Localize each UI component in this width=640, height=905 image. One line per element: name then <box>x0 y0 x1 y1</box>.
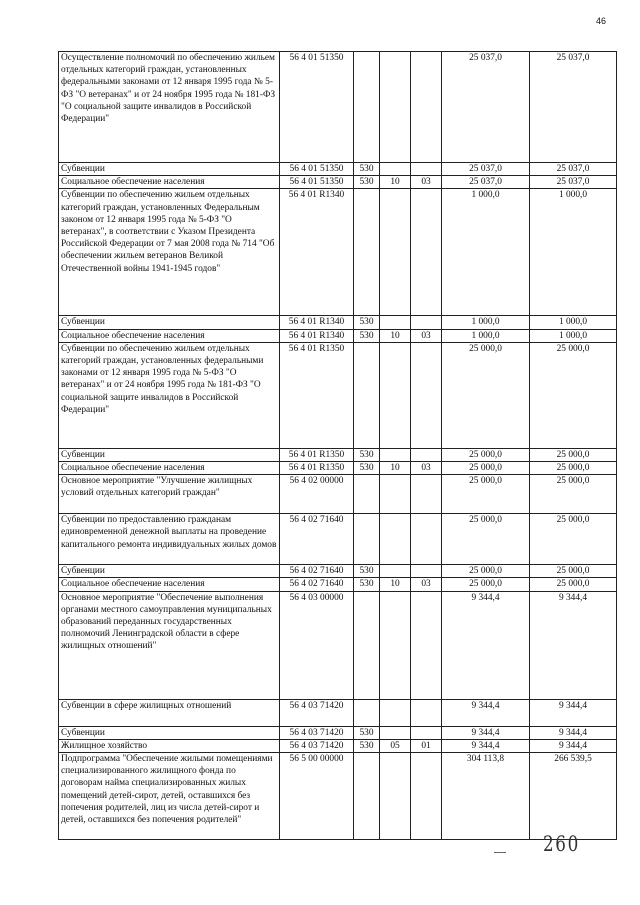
table-row <box>59 462 617 475</box>
row-name: Субвенции <box>59 316 280 329</box>
row-sum-year-1: 304 113,8 <box>442 753 530 840</box>
row-section <box>380 565 411 578</box>
row-expense-type <box>354 189 380 316</box>
row-sum-year-2: 1 000,0 <box>530 316 617 329</box>
row-sum-year-2: 9 344,4 <box>530 726 617 739</box>
row-subsection <box>411 342 442 448</box>
row-sum-year-1: 25 000,0 <box>442 462 530 475</box>
row-section: 10 <box>380 329 411 342</box>
row-name: Подпрограмма "Обеспечение жилыми помещениями специализированного жилищного фонда по договорам найма специализированных жилых помещений детей-сирот, детей, оставшихся без попечения родителей, лиц из числа детей-сирот и детей, оставшихся без попечения родителей" <box>59 753 280 840</box>
row-expense-type <box>354 699 380 726</box>
row-expense-type: 530 <box>354 176 380 189</box>
row-code: 56 4 03 71420 <box>280 739 354 752</box>
row-expense-type <box>354 342 380 448</box>
row-name: Субвенции в сфере жилищных отношений <box>59 699 280 726</box>
row-section <box>380 189 411 316</box>
table-body <box>59 52 617 840</box>
row-code: 56 4 01 R1350 <box>280 448 354 461</box>
table-row <box>59 565 617 578</box>
page-number: 46 <box>596 16 607 26</box>
row-sum-year-1: 25 037,0 <box>442 176 530 189</box>
row-name: Субвенции <box>59 565 280 578</box>
row-expense-type <box>354 591 380 699</box>
row-name: Основное мероприятие "Улучшение жилищных условий отдельных категорий граждан" <box>59 475 280 514</box>
row-section <box>380 316 411 329</box>
row-sum-year-2: 25 000,0 <box>530 514 617 565</box>
row-section: 10 <box>380 462 411 475</box>
row-sum-year-2: 25 000,0 <box>530 565 617 578</box>
row-code: 56 4 03 71420 <box>280 699 354 726</box>
row-code: 56 4 03 00000 <box>280 591 354 699</box>
row-name: Жилищное хозяйство <box>59 739 280 752</box>
row-sum-year-1: 1 000,0 <box>442 189 530 316</box>
row-subsection: 03 <box>411 176 442 189</box>
row-name: Субвенции <box>59 448 280 461</box>
row-sum-year-2: 25 000,0 <box>530 342 617 448</box>
table-row <box>59 189 617 316</box>
table-row <box>59 475 617 514</box>
table-row <box>59 342 617 448</box>
row-sum-year-1: 1 000,0 <box>442 329 530 342</box>
row-sum-year-2: 25 000,0 <box>530 462 617 475</box>
row-subsection <box>411 475 442 514</box>
table-row <box>59 591 617 699</box>
row-section <box>380 52 411 163</box>
row-name: Субвенции <box>59 726 280 739</box>
row-sum-year-2: 9 344,4 <box>530 699 617 726</box>
row-code: 56 4 01 R1340 <box>280 189 354 316</box>
row-name: Социальное обеспечение населения <box>59 462 280 475</box>
row-expense-type <box>354 475 380 514</box>
row-subsection <box>411 163 442 176</box>
row-sum-year-1: 9 344,4 <box>442 739 530 752</box>
row-sum-year-1: 25 000,0 <box>442 565 530 578</box>
row-sum-year-1: 25 000,0 <box>442 514 530 565</box>
row-subsection <box>411 565 442 578</box>
row-name: Субвенции по обеспечению жильем отдельных категорий граждан, установленных Федеральным законом от 12 января 1995 года № 5-ФЗ "О ветеранах", в соответствии с Указом Президента Российской Федерации от 7 мая 2008 года № 714 "Об обеспечении жильем ветеранов Великой Отечественной войны 1941-1945 годов" <box>59 189 280 316</box>
row-sum-year-2: 25 037,0 <box>530 163 617 176</box>
row-section: 10 <box>380 578 411 591</box>
row-expense-type: 530 <box>354 565 380 578</box>
row-section <box>380 475 411 514</box>
table-row <box>59 753 617 840</box>
row-name: Социальное обеспечение населения <box>59 329 280 342</box>
table-row <box>59 726 617 739</box>
row-section <box>380 591 411 699</box>
row-sum-year-1: 9 344,4 <box>442 699 530 726</box>
row-code: 56 4 01 R1350 <box>280 462 354 475</box>
row-expense-type <box>354 52 380 163</box>
row-subsection: 03 <box>411 578 442 591</box>
row-expense-type: 530 <box>354 739 380 752</box>
row-sum-year-1: 25 000,0 <box>442 342 530 448</box>
row-expense-type <box>354 753 380 840</box>
row-sum-year-1: 25 000,0 <box>442 448 530 461</box>
row-sum-year-2: 25 037,0 <box>530 52 617 163</box>
row-expense-type: 530 <box>354 316 380 329</box>
row-sum-year-1: 25 037,0 <box>442 52 530 163</box>
row-name: Основное мероприятие "Обеспечение выполнения органами местного самоуправления муниципальных образований переданных государственных полномочий Ленинградской области в сфере жилищных отношений" <box>59 591 280 699</box>
row-expense-type: 530 <box>354 578 380 591</box>
row-code: 56 4 01 R1350 <box>280 342 354 448</box>
row-code: 56 4 01 51350 <box>280 176 354 189</box>
row-code: 56 4 02 71640 <box>280 578 354 591</box>
row-subsection <box>411 514 442 565</box>
row-code: 56 4 01 51350 <box>280 163 354 176</box>
table-row <box>59 316 617 329</box>
row-subsection <box>411 753 442 840</box>
row-name: Социальное обеспечение населения <box>59 578 280 591</box>
table-row <box>59 699 617 726</box>
row-sum-year-1: 9 344,4 <box>442 726 530 739</box>
row-sum-year-1: 25 037,0 <box>442 163 530 176</box>
row-section <box>380 448 411 461</box>
row-code: 56 4 02 71640 <box>280 514 354 565</box>
row-section <box>380 163 411 176</box>
row-sum-year-2: 9 344,4 <box>530 739 617 752</box>
row-name: Социальное обеспечение населения <box>59 176 280 189</box>
row-section: 05 <box>380 739 411 752</box>
row-sum-year-2: 9 344,4 <box>530 591 617 699</box>
row-name: Осуществление полномочий по обеспечению жильем отдельных категорий граждан, установленных федеральными законами от 12 января 1995 года № 5-ФЗ "О ветеранах" и от 24 ноября 1995 года № 181-ФЗ "О социальной защите инвалидов в Российской Федерации" <box>59 52 280 163</box>
row-code: 56 4 01 R1340 <box>280 329 354 342</box>
table-row <box>59 739 617 752</box>
row-expense-type <box>354 514 380 565</box>
row-sum-year-2: 25 000,0 <box>530 475 617 514</box>
row-subsection <box>411 189 442 316</box>
row-subsection <box>411 726 442 739</box>
row-sum-year-1: 1 000,0 <box>442 316 530 329</box>
row-expense-type: 530 <box>354 329 380 342</box>
row-code: 56 4 02 00000 <box>280 475 354 514</box>
row-subsection <box>411 448 442 461</box>
row-expense-type: 530 <box>354 163 380 176</box>
row-expense-type: 530 <box>354 726 380 739</box>
row-subsection <box>411 591 442 699</box>
row-name: Субвенции <box>59 163 280 176</box>
row-section: 10 <box>380 176 411 189</box>
table-row <box>59 176 617 189</box>
row-sum-year-2: 25 000,0 <box>530 448 617 461</box>
row-code: 56 4 01 51350 <box>280 52 354 163</box>
row-subsection <box>411 52 442 163</box>
row-section <box>380 753 411 840</box>
row-section <box>380 699 411 726</box>
row-subsection <box>411 316 442 329</box>
table-row <box>59 52 617 163</box>
row-section <box>380 514 411 565</box>
table-row <box>59 163 617 176</box>
row-sum-year-2: 266 539,5 <box>530 753 617 840</box>
row-sum-year-2: 1 000,0 <box>530 329 617 342</box>
table-row <box>59 448 617 461</box>
row-expense-type: 530 <box>354 462 380 475</box>
row-sum-year-2: 25 000,0 <box>530 578 617 591</box>
row-expense-type: 530 <box>354 448 380 461</box>
row-code: 56 4 03 71420 <box>280 726 354 739</box>
margin-mark <box>494 852 506 853</box>
row-sum-year-1: 9 344,4 <box>442 591 530 699</box>
row-subsection: 03 <box>411 462 442 475</box>
table-row <box>59 578 617 591</box>
row-sum-year-2: 1 000,0 <box>530 189 617 316</box>
row-code: 56 5 00 00000 <box>280 753 354 840</box>
row-subsection: 03 <box>411 329 442 342</box>
row-section <box>380 342 411 448</box>
row-sum-year-1: 25 000,0 <box>442 578 530 591</box>
row-name: Субвенции по обеспечению жильем отдельных категорий граждан, установленных федеральными законами от 12 января 1995 года № 5-ФЗ "О ветеранах" и от 24 ноября 1995 года № 181-ФЗ "О социальной защите инвалидов в Российской Федерации" <box>59 342 280 448</box>
row-subsection <box>411 699 442 726</box>
budget-table <box>58 51 617 840</box>
row-code: 56 4 01 R1340 <box>280 316 354 329</box>
table-row <box>59 329 617 342</box>
row-name: Субвенции по предоставлению гражданам единовременной денежной выплаты на проведение капитального ремонта индивидуальных жилых домов <box>59 514 280 565</box>
row-section <box>380 726 411 739</box>
stamp-number: 260 <box>543 832 580 856</box>
row-code: 56 4 02 71640 <box>280 565 354 578</box>
row-sum-year-1: 25 000,0 <box>442 475 530 514</box>
row-subsection: 01 <box>411 739 442 752</box>
row-sum-year-2: 25 037,0 <box>530 176 617 189</box>
table-row <box>59 514 617 565</box>
